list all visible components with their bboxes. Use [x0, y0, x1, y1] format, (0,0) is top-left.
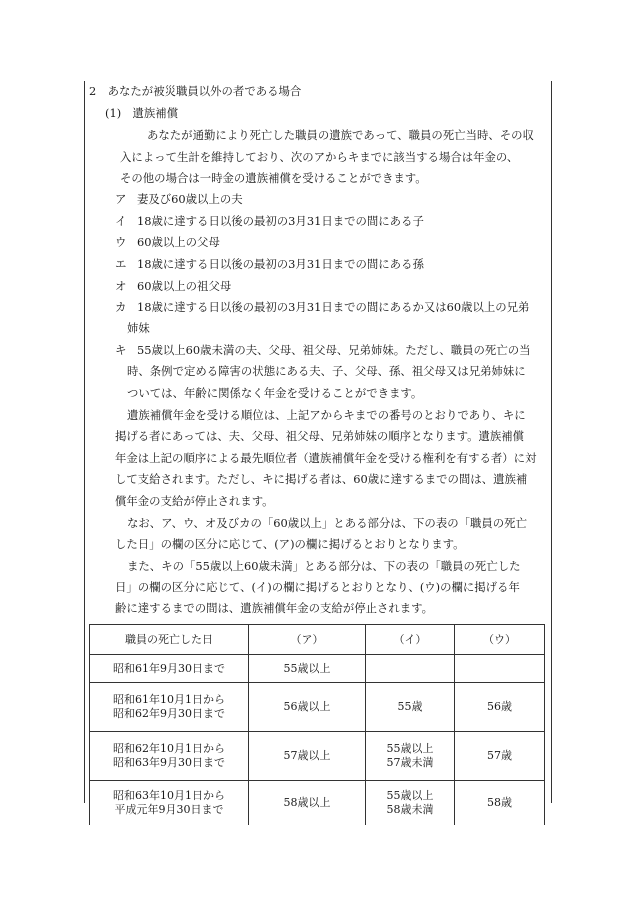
table-row: [90, 655, 545, 683]
list-item-text-cont: 姉妹: [127, 321, 150, 335]
list-item-text-cont: 時、条例で定める障害の状態にある夫、子、父母、孫、祖父母又は兄弟姉妹に: [127, 364, 526, 378]
table-cell-b: 55歳以上 58歳未満: [366, 781, 455, 826]
note2-line-3: 齢に達するまでの間は、遺族補償年金の支給が停止されます。: [115, 601, 434, 615]
table-header-cell: （ウ）: [455, 625, 545, 655]
table-cell-b: 55歳以上 57歳未満: [366, 732, 455, 781]
intro-line-3: その他の場合は一時金の遺族補償を受けることができます。: [120, 171, 427, 185]
table-cell-date: 昭和63年10月1日から 平成元年9月30日まで: [90, 781, 249, 826]
intro-line-2: 入によって生計を維持しており、次のアからキまでに該当する場合は年金の、: [120, 150, 519, 164]
list-item-text: 妻及び60歳以上の夫: [137, 192, 243, 206]
note1-line-2: した日」の欄の区分に応じて、(ア)の欄に掲げるとおりとなります。: [115, 537, 465, 551]
subsection-heading: (1) 遺族補償: [105, 106, 179, 120]
list-item-label: ウ: [115, 235, 127, 249]
list-item-text: 55歳以上60歳未満の夫、父母、祖父母、兄弟姉妹。ただし、職員の死亡の当: [137, 343, 531, 357]
table-cell-a: 58歳以上: [249, 781, 366, 826]
table-cell-a: 55歳以上: [249, 655, 366, 683]
table-row: [90, 732, 545, 781]
table-row: [90, 683, 545, 732]
table-header-cell: （ア）: [249, 625, 366, 655]
order-line-3: 年金は上記の順序による最先順位者（遺族補償年金を受ける権利を有する者）に対: [115, 451, 537, 465]
list-item-label: エ: [115, 257, 127, 271]
list-item-text: 60歳以上の祖父母: [137, 279, 232, 293]
list-item-text: 18歳に達する日以後の最初の3月31日までの間にある子: [137, 214, 424, 228]
table-row: [90, 781, 545, 826]
table-cell-c: [455, 655, 545, 683]
table-header-cell: 職員の死亡した日: [90, 625, 249, 655]
page-border-left: [84, 81, 85, 803]
order-line-5: 償年金の支給が停止されます。: [115, 494, 274, 508]
list-item-text: 60歳以上の父母: [137, 235, 220, 249]
note2-line-1: また、キの「55歳以上60歳未満」とある部分は、下の表の「職員の死亡した: [127, 559, 521, 573]
list-item-label: オ: [115, 279, 127, 293]
table-cell-c: 57歳: [455, 732, 545, 781]
list-item-text: 18歳に達する日以後の最初の3月31日までの間にあるか又は60歳以上の兄弟: [137, 300, 530, 314]
table-cell-date: 昭和61年9月30日まで: [90, 655, 249, 683]
order-line-2: 掲げる者にあっては、夫、父母、祖父母、兄弟姉妹の順序となります。遺族補償: [115, 429, 525, 443]
section-heading: 2 あなたが被災職員以外の者である場合: [89, 84, 302, 98]
table-cell-b: [366, 655, 455, 683]
note2-line-2: 日」の欄の区分に応じて、(イ)の欄に掲げるとおりとなり、(ウ)の欄に掲げる年: [115, 580, 520, 594]
list-item-label: キ: [115, 343, 127, 357]
note1-line-1: なお、ア、ウ、オ及びカの「60歳以上」とある部分は、下の表の「職員の死亡: [127, 516, 527, 530]
list-item-text-cont: ついては、年齢に関係なく年金を受けることができます。: [127, 386, 423, 400]
table-cell-a: 57歳以上: [249, 732, 366, 781]
list-item-text: 18歳に達する日以後の最初の3月31日までの間にある孫: [137, 257, 424, 271]
table-cell-c: 58歳: [455, 781, 545, 826]
age-table: [89, 624, 545, 825]
list-item-label: ア: [115, 192, 127, 206]
order-line-1: 遺族補償年金を受ける順位は、上記アからキまでの番号のとおりであり、キに: [127, 408, 526, 422]
list-item-label: カ: [115, 300, 127, 314]
table-header-cell: （イ）: [366, 625, 455, 655]
table-header-row: [90, 625, 545, 655]
table-cell-a: 56歳以上: [249, 683, 366, 732]
table-cell-date: 昭和62年10月1日から 昭和63年9月30日まで: [90, 732, 249, 781]
table-cell-b: 55歳: [366, 683, 455, 732]
order-line-4: して支給されます。ただし、キに掲げる者は、60歳に達するまでの間は、遺族補: [115, 472, 528, 486]
page-border-right: [551, 81, 552, 803]
table-cell-date: 昭和61年10月1日から 昭和62年9月30日まで: [90, 683, 249, 732]
intro-line-1: あなたが通勤により死亡した職員の遺族であって、職員の死亡当時、その収: [147, 128, 534, 142]
table-cell-c: 56歳: [455, 683, 545, 732]
list-item-label: イ: [115, 214, 127, 228]
